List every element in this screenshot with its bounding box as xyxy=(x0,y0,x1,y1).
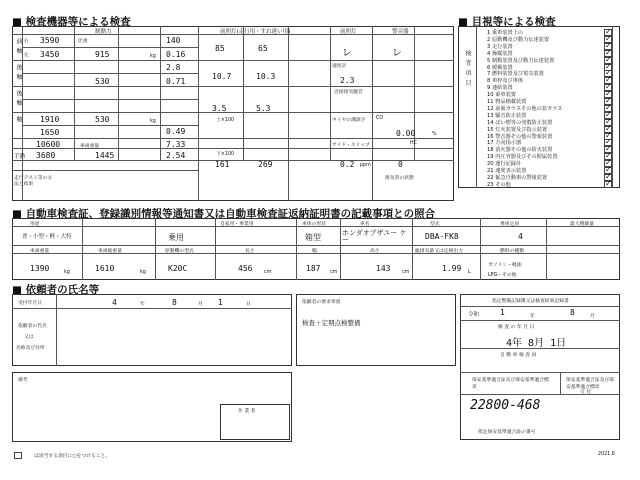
hc-label: HC xyxy=(410,141,417,146)
section-requester-title: ■ 依頼者の氏名等 xyxy=(12,284,100,296)
reception-date-label: 受付年月日 xyxy=(18,301,42,306)
hand-brake-label: 手動 xyxy=(14,154,26,160)
worker-label: 作 業 者 xyxy=(238,409,256,414)
reg-header-business: 自家用・事業用 xyxy=(220,222,254,227)
header-headlight: 前照灯 xyxy=(340,29,357,35)
visual-check-label: 13 騒音防止装置 xyxy=(487,112,527,119)
hand-ratio: 2.54 xyxy=(166,151,186,160)
check-mark-icon: ✓ xyxy=(605,96,612,105)
check-mark-icon: ✓ xyxy=(605,144,612,154)
reg-displacement-unit: L xyxy=(468,270,471,275)
reg-usage: 普・小型・軽・大特 xyxy=(22,234,72,240)
check-mark-icon: ✓ xyxy=(605,102,612,112)
speedo-label: 速度計 xyxy=(332,64,347,69)
upper-label: 上×100 xyxy=(216,118,234,123)
sound-label: 近接排気騒音 xyxy=(334,90,363,95)
reg-model: DBA-FK8 xyxy=(425,232,459,241)
cert-box xyxy=(460,294,620,440)
total-value: 7.33 xyxy=(166,140,186,149)
request-label: 依頼者の要求事項 xyxy=(302,300,341,305)
axle2-ratio2: 0.71 xyxy=(166,77,186,86)
reg-header-maxload: 最大積載量 xyxy=(570,222,594,227)
visual-check-label: 5 制動装置及び動力伝達装置 xyxy=(487,57,555,64)
section-registration-title: ■ 自動車検査証、登録識別情報等通知書又は自動車検査証返納証明書の記載事項との照合 xyxy=(12,208,436,220)
check-mark-icon: ✓ xyxy=(605,130,612,140)
check-mark-icon: ✓ xyxy=(605,82,612,92)
header-headlight-beam: 前照灯(走行用・すれ違い用) xyxy=(220,29,291,35)
check-mark-icon: ✓ xyxy=(605,89,612,99)
co-value: 0.00 xyxy=(396,129,416,138)
check-mark-icon: ✓ xyxy=(605,61,612,71)
reg-header-model: 型式 xyxy=(430,222,440,227)
reception-month-label: 月 xyxy=(198,302,203,307)
notes-label: 備考 xyxy=(18,378,28,383)
reg-weight-unit: kg xyxy=(64,270,70,275)
cert-number: 22800-468 xyxy=(470,398,541,413)
check-mark-icon: ✓ xyxy=(605,75,612,85)
speed-left: 269 xyxy=(258,160,273,169)
reg-capacity: 4 xyxy=(518,232,523,241)
cert-car-num-label: 自 動 車 検 査 員 xyxy=(500,353,537,358)
cert-year-label: 年 xyxy=(530,314,535,319)
axle2-val: 530 xyxy=(95,77,110,86)
reception-day-label: 日 xyxy=(246,302,251,307)
axle-label-front: 前 軸 xyxy=(15,38,22,55)
vehicle-weight-label: 車両重量 xyxy=(80,144,100,149)
footnote: は該当する項目に○をつけること。 xyxy=(34,454,111,459)
tire-label: タイヤの溝深さ xyxy=(332,118,366,123)
reg-header-usage: 用途 xyxy=(30,222,40,227)
section-inspection-machines-title: ■ 検査機器等による検査 xyxy=(12,16,131,28)
axle1-left-mark: 左 xyxy=(24,53,29,58)
axle1-ratio-label: 比重 xyxy=(78,39,88,44)
visual-check-label: 9 連結装置 xyxy=(487,85,513,92)
hc-unit: ppm xyxy=(360,163,371,168)
axle1-unit: kg xyxy=(150,54,156,59)
visual-check-item xyxy=(487,178,617,189)
visual-check-label: 1 乗車装置上の xyxy=(487,30,524,36)
check-mark-icon: ✓ xyxy=(605,109,612,119)
check-mark-icon: ✓ xyxy=(605,116,612,126)
visual-check-label: 10 乗車装置 xyxy=(487,92,516,99)
hand-right: 3680 xyxy=(36,151,56,160)
request-text: 検査＋定期点検整備 xyxy=(302,319,361,327)
reception-year-label: 年 xyxy=(140,302,145,307)
reg-use-type: 乗用 xyxy=(168,233,184,242)
visual-check-label: 8 車枠及び車体 xyxy=(487,78,524,85)
cert-era: 令和 xyxy=(468,312,480,318)
visual-check-label: 17 方向指示器 xyxy=(487,140,522,147)
check-mark-icon: ✓ xyxy=(605,123,612,133)
visual-check-label: 2 原動機及び動力伝達装置 xyxy=(487,36,550,43)
check-mark-icon: ✓ xyxy=(605,33,612,43)
header-braking: 制動力 xyxy=(95,29,112,35)
hc-value: 0.2 xyxy=(340,160,355,169)
reg2-header-displacement: 総排気量又は定格出力 xyxy=(415,249,463,254)
reg2-header-gross: 車両総重量 xyxy=(98,249,122,254)
reception-year: 4 xyxy=(112,298,117,307)
side-slip-label: サイド・スリップ xyxy=(332,143,370,148)
visual-check-label: 22 緊急自動車の警報装置 xyxy=(487,174,548,181)
visual-check-label: 19 内圧容器及びその附属装置 xyxy=(487,154,558,161)
reception-month: 8 xyxy=(172,298,177,307)
check-mark-icon: ✓ xyxy=(605,27,612,36)
reg-height-unit: cm xyxy=(402,270,410,275)
axle2-ratio1: 2.8 xyxy=(166,63,181,72)
reg2-header-length: 長さ xyxy=(245,249,255,254)
cert-insp-date-label: 検 査 の 年 月 日 xyxy=(498,325,535,330)
reg-fuel: ガソリン・軽油 xyxy=(488,263,522,268)
check-mark-icon: ✓ xyxy=(605,178,612,188)
reg-height: 143 xyxy=(376,264,391,273)
cert-inspector-label: 保安基準適合証及び保安基準適合標章 xyxy=(472,378,549,390)
reg-length: 456 xyxy=(238,264,253,273)
cert-era-month: 8 xyxy=(570,308,575,317)
axle1-ratio1: 140 xyxy=(166,36,181,45)
visual-check-label: 23 その他 xyxy=(487,181,511,188)
requester-corp-label: 名称及び住所 xyxy=(16,346,45,351)
visual-check-label: 15 灯火装置及び指示装置 xyxy=(487,126,548,133)
axle2-headlight-right: 10.7 xyxy=(212,72,232,81)
axle1-val: 915 xyxy=(95,50,110,59)
check-mark-icon: ✓ xyxy=(605,158,612,168)
cert-issue-label: 交 付 xyxy=(580,390,592,395)
reg-maker: ホンダオブザユー ケー xyxy=(342,229,407,244)
reg-header-maker: 車名 xyxy=(360,222,370,227)
reg2-header-fuel: 燃料の種類 xyxy=(500,249,524,254)
visual-check-label: 16 警音器その他の警報装置 xyxy=(487,133,553,140)
cert-issuer-label: 保安基準適合証及び保安基準適合標章 xyxy=(566,378,614,390)
check-mark-icon: ✓ xyxy=(605,171,612,181)
header-horn: 警音器 xyxy=(392,29,409,35)
reg2-header-height: 高さ xyxy=(370,249,380,254)
cert-era-year: 1 xyxy=(500,308,505,317)
axle2-r2-left: 5.3 xyxy=(256,104,271,113)
check-mark-icon: ✓ xyxy=(605,68,612,78)
axle1-headlight-right: 85 xyxy=(215,44,225,53)
reg-width: 187 xyxy=(306,264,321,273)
check-mark-icon: ✓ xyxy=(605,165,612,174)
axle-label-third: 後 軸 xyxy=(15,90,22,107)
reg2-header-engine: 原動機の型式 xyxy=(165,249,194,254)
axle2-left: 1650 xyxy=(40,128,60,137)
reg2-header-weight: 車両重量 xyxy=(30,249,50,254)
horn-check: レ xyxy=(392,48,402,59)
visual-check-label: 18 消火器その他の防火装置 xyxy=(487,147,553,154)
axle1-ratio2: 0.16 xyxy=(166,50,186,59)
check-mark-icon: ✓ xyxy=(605,54,612,64)
check-mark-icon: ✓ xyxy=(605,40,612,50)
visual-check-label: 11 物品積載装置 xyxy=(487,99,527,105)
speed-right: 161 xyxy=(215,160,230,169)
reg-width-unit: cm xyxy=(330,270,338,275)
visual-check-label: 6 緩衝装置 xyxy=(487,64,513,71)
lower-label: 下×100 xyxy=(216,152,234,157)
footnote-box-icon xyxy=(14,452,22,459)
reg-header-capacity: 乗車定員 xyxy=(500,222,520,227)
speedo-value: 2.3 xyxy=(340,76,355,85)
visual-check-label: 12 前面ガラスその他の窓ガラス xyxy=(487,105,563,112)
reg-gross-weight: 1610 xyxy=(95,264,115,273)
check-mark-icon: ✓ xyxy=(605,47,612,57)
visual-check-label: 14 ばい煙等の発散防止装置 xyxy=(487,119,553,126)
axle2-headlight-left: 10.3 xyxy=(256,72,276,81)
axle-label-fourth: 軸 xyxy=(15,116,22,123)
co-label: CO xyxy=(376,116,384,121)
visual-check-label: 20 運行記録計 xyxy=(487,161,522,168)
axle2-val-brake: 530 xyxy=(95,115,110,124)
reg-shape: 箱型 xyxy=(305,233,321,242)
visual-check-label: 3 走行装置 xyxy=(487,43,513,50)
ppm-value: 0 xyxy=(398,160,403,169)
axle1-right-mark: 右 xyxy=(24,39,29,44)
axle3-ratio1: 0.49 xyxy=(166,127,186,136)
reg-engine: K20C xyxy=(168,264,188,273)
visual-check-label: 7 燃料装置及び電気装置 xyxy=(487,71,544,78)
cert-insp-date: 4年 8月 1日 xyxy=(506,338,567,349)
axle1-headlight-left: 65 xyxy=(258,44,268,53)
cert-month-label: 月 xyxy=(590,314,595,319)
requester-or-label: 又は xyxy=(24,335,34,340)
reg-length-unit: cm xyxy=(264,270,272,275)
reception-day: 1 xyxy=(218,298,223,307)
reg-gross-unit: kg xyxy=(140,270,146,275)
cert-title: 指定整備記録簿又は検査結果記録書 xyxy=(492,299,569,304)
requester-name-label: 依頼者の氏名 xyxy=(18,324,47,329)
axle-label-rear: 後 軸 xyxy=(15,64,22,81)
axle2-right: 1910 xyxy=(40,115,60,124)
cert-footer: 指定保安基準適合証の番号 xyxy=(478,430,536,435)
rear-label: 排気管の状態 xyxy=(385,176,414,181)
section-visual-inspection-title: ■ 目視等による検査 xyxy=(458,16,556,28)
axle2-r2-right: 3.5 xyxy=(212,104,227,113)
reg2-header-width: 幅 xyxy=(312,249,317,254)
axle1-left: 3450 xyxy=(40,50,60,59)
visual-side-label: 検 査 項 目 xyxy=(464,50,471,87)
reg-displacement: 1.99 xyxy=(442,264,462,273)
form-date: 2021.6 xyxy=(598,452,615,457)
visual-check-label: 4 操縦装置 xyxy=(487,50,513,57)
total-right: 10600 xyxy=(36,140,61,149)
hand-value: 1445 xyxy=(95,151,115,160)
beam-check: レ xyxy=(342,48,352,59)
reg-fuel2: LPG・その他 xyxy=(488,273,517,278)
co-unit: % xyxy=(432,132,437,137)
axle2-unit: kg xyxy=(150,119,156,124)
visual-check-label: 21 速度表示装置 xyxy=(487,168,527,174)
test-note-label: 走行テスト等の方法と結果 xyxy=(14,176,53,187)
check-mark-icon: ✓ xyxy=(605,137,612,147)
reg-weight: 1390 xyxy=(30,264,50,273)
check-mark-icon: ✓ xyxy=(605,151,612,161)
axle1-right: 3590 xyxy=(40,36,60,45)
reg-header-shape: 車体の形状 xyxy=(302,222,326,227)
